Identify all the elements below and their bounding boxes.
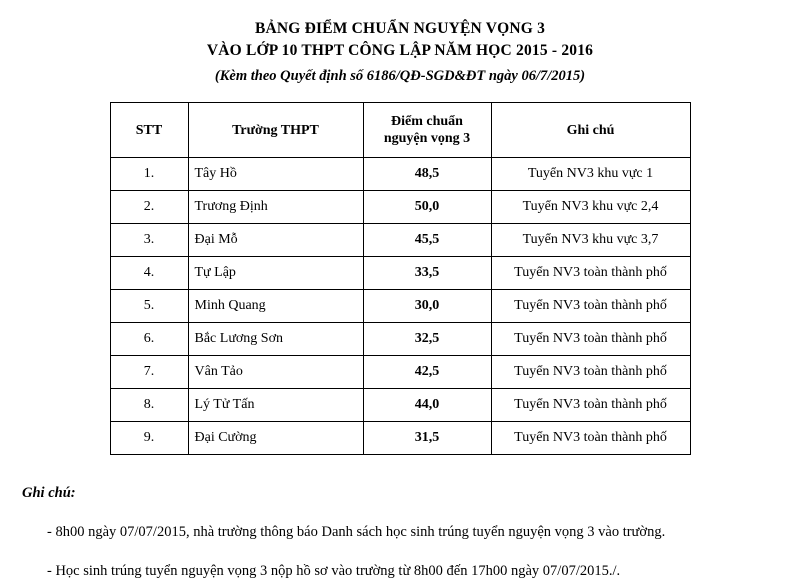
scores-table-body [110,158,690,455]
cell-stt: 2. [110,191,188,224]
cell-school: Lý Tử Tấn [188,389,363,422]
cell-note: Tuyển NV3 toàn thành phố [491,257,690,290]
note-item: - 8h00 ngày 07/07/2015, nhà trường thông báo Danh sách học sinh trúng tuyển nguyện vọng 3 vào trường. [47,524,666,541]
cell-note: Tuyển NV3 toàn thành phố [491,356,690,389]
cell-stt: 7. [110,356,188,389]
table-row [110,290,690,323]
cell-stt: 6. [110,323,188,356]
table-header-row [110,103,690,158]
cell-school: Minh Quang [188,290,363,323]
table-row [110,158,690,191]
cell-note: Tuyển NV3 khu vực 2,4 [491,191,690,224]
table-row [110,224,690,257]
scores-table-container [0,102,800,455]
scores-table [110,102,691,455]
cell-school: Trương Định [188,191,363,224]
document-subtitle-decision: (Kèm theo Quyết định số 6186/QĐ-SGD&ĐT ngày 06/7/2015) [214,67,586,84]
cell-score: 45,5 [363,224,491,257]
document-title-line-2: VÀO LỚP 10 THPT CÔNG LẬP NĂM HỌC 2015 - 2016 [206,42,594,60]
document-title-line-1: BẢNG ĐIỂM CHUẨN NGUYỆN VỌNG 3 [254,20,546,37]
table-row [110,257,690,290]
table-row [110,422,690,455]
cell-note: Tuyển NV3 khu vực 3,7 [491,224,690,257]
column-header-stt: STT [110,103,188,158]
cell-note: Tuyển NV3 toàn thành phố [491,389,690,422]
cell-school: Tự Lập [188,257,363,290]
cell-score: 48,5 [363,158,491,191]
scores-table-head [110,103,690,158]
cell-stt: 5. [110,290,188,323]
cell-school: Đại Cường [188,422,363,455]
cell-stt: 4. [110,257,188,290]
notes-section [0,485,800,580]
cell-note: Tuyển NV3 toàn thành phố [491,323,690,356]
cell-school: Đại Mỗ [188,224,363,257]
cell-note: Tuyển NV3 toàn thành phố [491,422,690,455]
cell-school: Tây Hồ [188,158,363,191]
cell-stt: 9. [110,422,188,455]
cell-note: Tuyển NV3 toàn thành phố [491,290,690,323]
cell-stt: 8. [110,389,188,422]
cell-note: Tuyển NV3 khu vực 1 [491,158,690,191]
cell-score: 42,5 [363,356,491,389]
document-title-block [0,18,800,90]
table-row [110,191,690,224]
cell-school: Vân Tảo [188,356,363,389]
cell-stt: 3. [110,224,188,257]
table-row [110,389,690,422]
column-header-note: Ghi chú [491,103,690,158]
notes-heading: Ghi chú: [22,485,76,502]
cell-score: 50,0 [363,191,491,224]
cell-score: 32,5 [363,323,491,356]
cell-score: 44,0 [363,389,491,422]
column-header-school: Trường THPT [188,103,363,158]
cell-score: 33,5 [363,257,491,290]
cell-score: 30,0 [363,290,491,323]
note-item: - Học sinh trúng tuyển nguyện vọng 3 nộp hồ sơ vào trường từ 8h00 đến 17h00 ngày 07/07/2015./. [47,563,621,580]
table-row [110,356,690,389]
table-row [110,323,690,356]
cell-stt: 1. [110,158,188,191]
cell-score: 31,5 [363,422,491,455]
column-header-score: Điểm chuẩn nguyện vọng 3 [363,103,491,158]
cell-school: Bắc Lương Sơn [188,323,363,356]
